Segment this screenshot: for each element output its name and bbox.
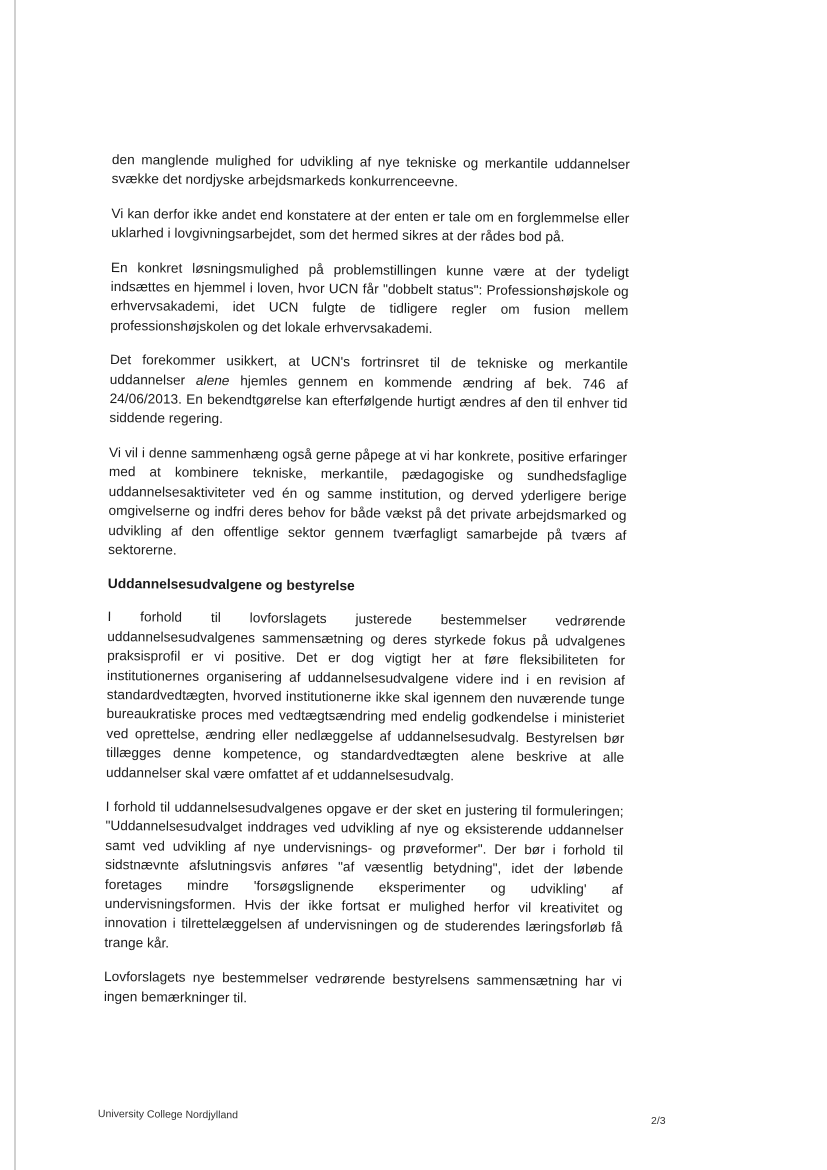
paragraph-5: Vi vil i denne sammenhæng også gerne påpege at vi har konkrete, positive erfaringer med at kombinere tekniske, merkantile, pædagogiske og sundhedsfaglige uddannelsesaktiviteter ved én og samme institution, og derved yderligere berige omgivelserne og indfri deres behov for både vækst på det private arbejdsmarked og udvikling af den offentlige sektor gennem tværfagligt samarbejde på tværs af sektorerne.: [108, 444, 628, 558]
footer-organization: University College Nordjylland: [97, 1108, 239, 1122]
paragraph-6: I forhold til lovforslagets justerede bestemmelser vedrørende uddannelsesudvalgenes sammensætning og deres styrkede fokus på udvalgenes praksisprofil er vi positive. Det er dog vigtigt her at føre fleksibiliteten for institutionernes organisering af uddannelsesudvalgene videre ind i en revision af standardvedtægten, hvorved institutionerne ikke skal igennem den nuværende tunge bureaukratiske proces med vedtægtsændring med endelig godkendelse i ministeriet ved oprettelse, ændring eller nedlæggelse af uddannelsesudvalg. Bestyrelsen bør tillægges denne kompetence, og standardvedtægten alene beskrive at alle uddannelser skal være omfattet af et uddannelsesudvalg.: [105, 609, 626, 783]
paragraph-2: Vi kan derfor ikke andet end konstatere at der enten er tale om en forglemmelse eller uklarhed i lovgivningsarbejdet, som det hermed sikres at der rådes bod på.: [111, 205, 630, 245]
footer-page-number: 2/3: [651, 1115, 666, 1127]
paragraph-4-emphasis: alene: [195, 372, 230, 388]
scan-edge: [14, 0, 16, 1170]
section-heading: Uddannelsesudvalgene og bestyrelse: [107, 576, 355, 594]
document-body: [104, 150, 630, 1026]
paragraph-4: [109, 350, 628, 433]
paragraph-3: En konkret løsningsmulighed på problemstillingen kunne være at der tydeligt indsættes en hjemmel i loven, hvor UCN får "dobbelt status": Professionshøjskole og erhvervsakademi, idet UCN fulgte de tidligere regler om fusion mellem professionshøjskolen og det lokale erhvervsakademi.: [110, 259, 629, 336]
paragraph-1: den manglende mulighed for udvikling af nye tekniske og merkantile uddannelser svække det nordjyske arbejdsmarkeds konkurrenceevne.: [111, 151, 630, 190]
paragraph-4-text-before: Det forekommer usikkert, at UCN's fortrinsret til de tekniske og merkantile uddannelser: [109, 352, 629, 388]
paragraph-7: I forhold til uddannelsesudvalgenes opgave er der sket en justering til formuleringen; "Uddannelsesudvalget inddrages ved udvikling af nye og eksisterende uddannelser samt ved udvikling af nye undervisnings- og prøveformer". Der bør i forhold til sidstnævnte afslutningsvis anføres "af væsentlig betydning", idet der løbende foretages mindre 'forsøgslignende eksperimenter og udvikling' af undervisningsformen. Hvis der ikke fortsat er mulighed herfor vil kreativitet og innovation i tilrettelæggelsen af undervisningen og de studerendes læringsforløb få trange kår.: [104, 798, 624, 951]
paragraph-4-text-after: hjemles gennem en kommende ændring af bek. 746 af 24/06/2013. En bekendtgørelse kan efterfølgende hurtigt ændres af den til enhver tid siddende regering.: [109, 372, 628, 427]
paragraph-8: Lovforslagets nye bestemmelser vedrørende bestyrelsens sammensætning har vi ingen bemærkninger til.: [103, 969, 623, 1005]
